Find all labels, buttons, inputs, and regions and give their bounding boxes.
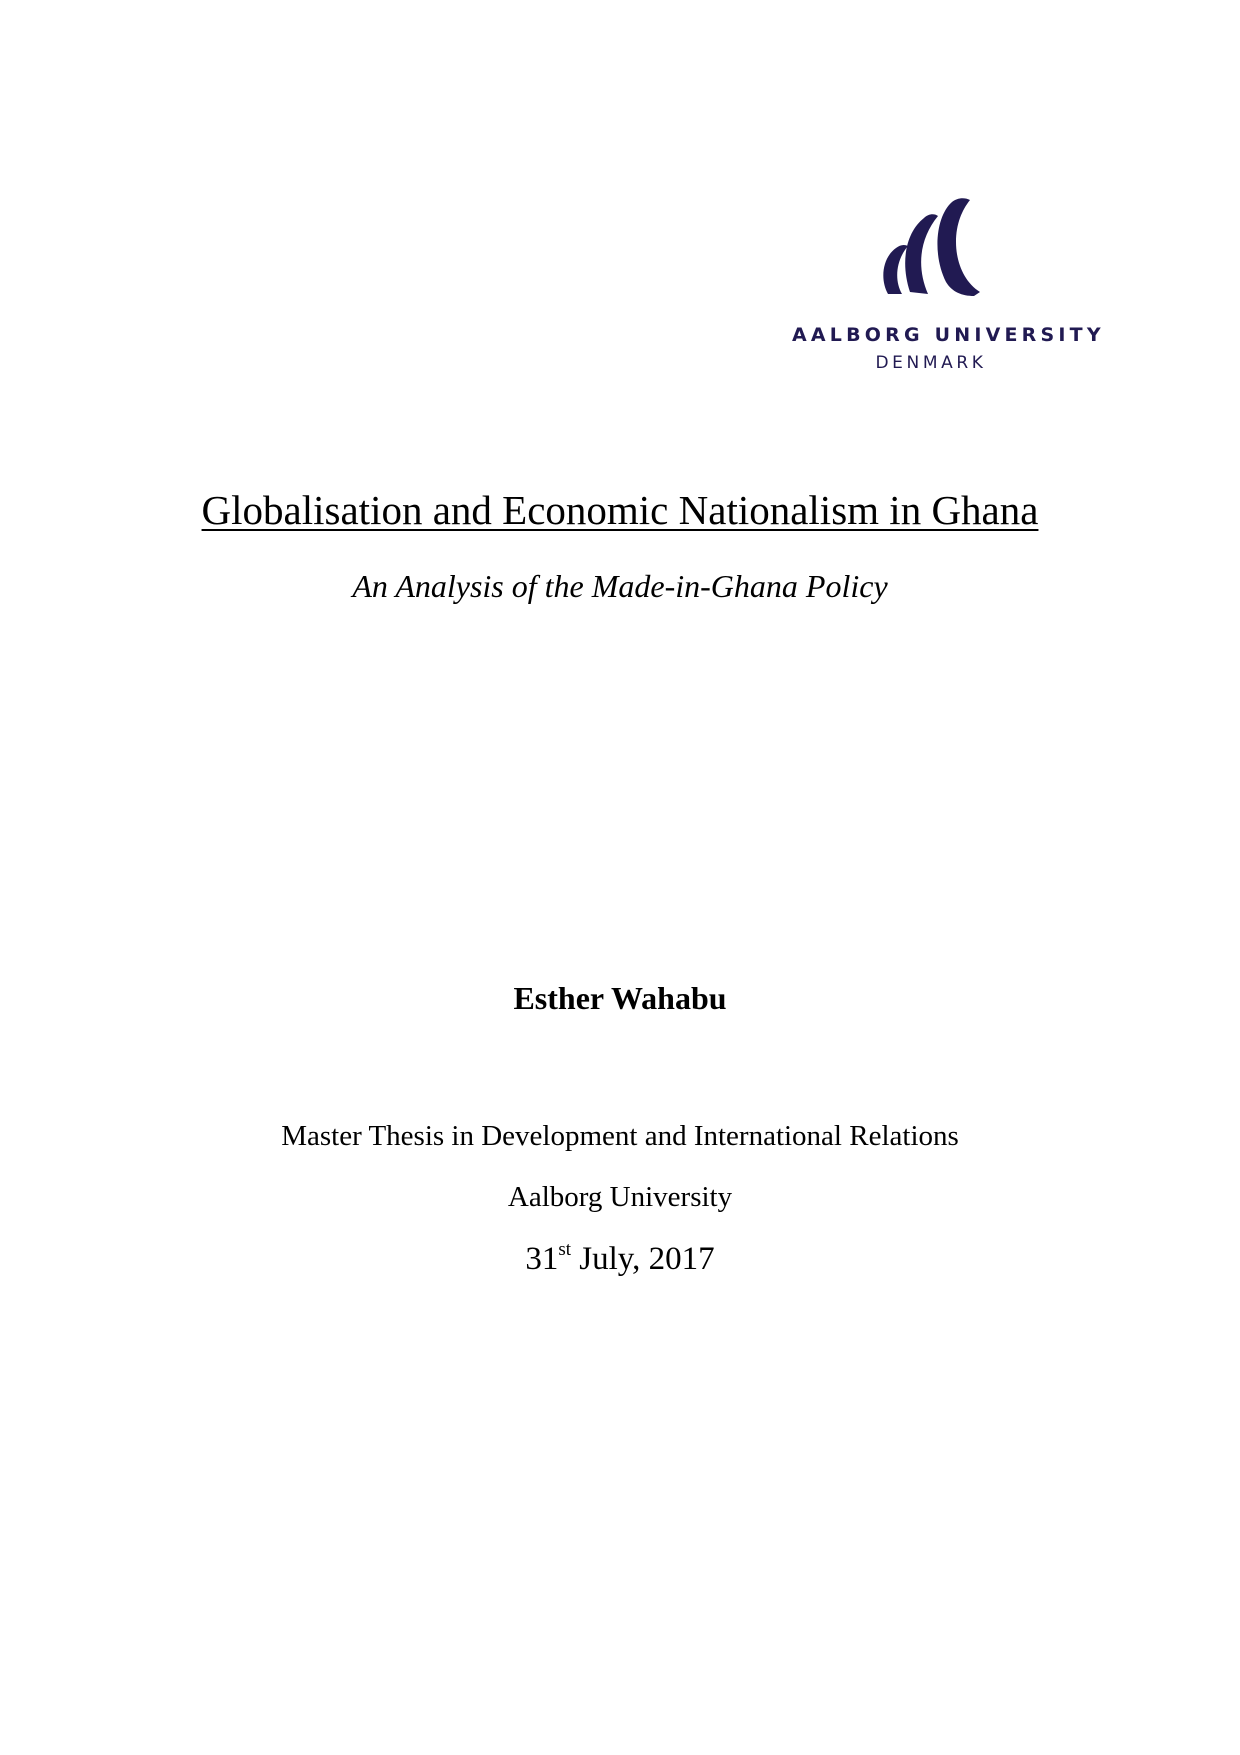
author-name: Esther Wahabu bbox=[513, 980, 727, 1016]
logo-university-name: AALBORG UNIVERSITY bbox=[792, 324, 1105, 346]
thesis-title: Globalisation and Economic Nationalism in Ghana bbox=[201, 487, 1039, 533]
institution-line: Aalborg University bbox=[507, 1181, 733, 1213]
thesis-subtitle: An Analysis of the Made-in-Ghana Policy bbox=[352, 568, 888, 604]
date-month-year: July, 2017 bbox=[571, 1241, 715, 1277]
aalborg-waves-logo-icon bbox=[876, 196, 986, 300]
university-logo bbox=[792, 196, 1105, 386]
submission-date bbox=[0, 1241, 1240, 1278]
date-day: 31 bbox=[525, 1241, 559, 1277]
logo-country: DENMARK bbox=[875, 353, 987, 373]
date-ordinal-suffix: st bbox=[558, 1239, 572, 1260]
degree-line: Master Thesis in Development and International Relations bbox=[281, 1120, 959, 1152]
